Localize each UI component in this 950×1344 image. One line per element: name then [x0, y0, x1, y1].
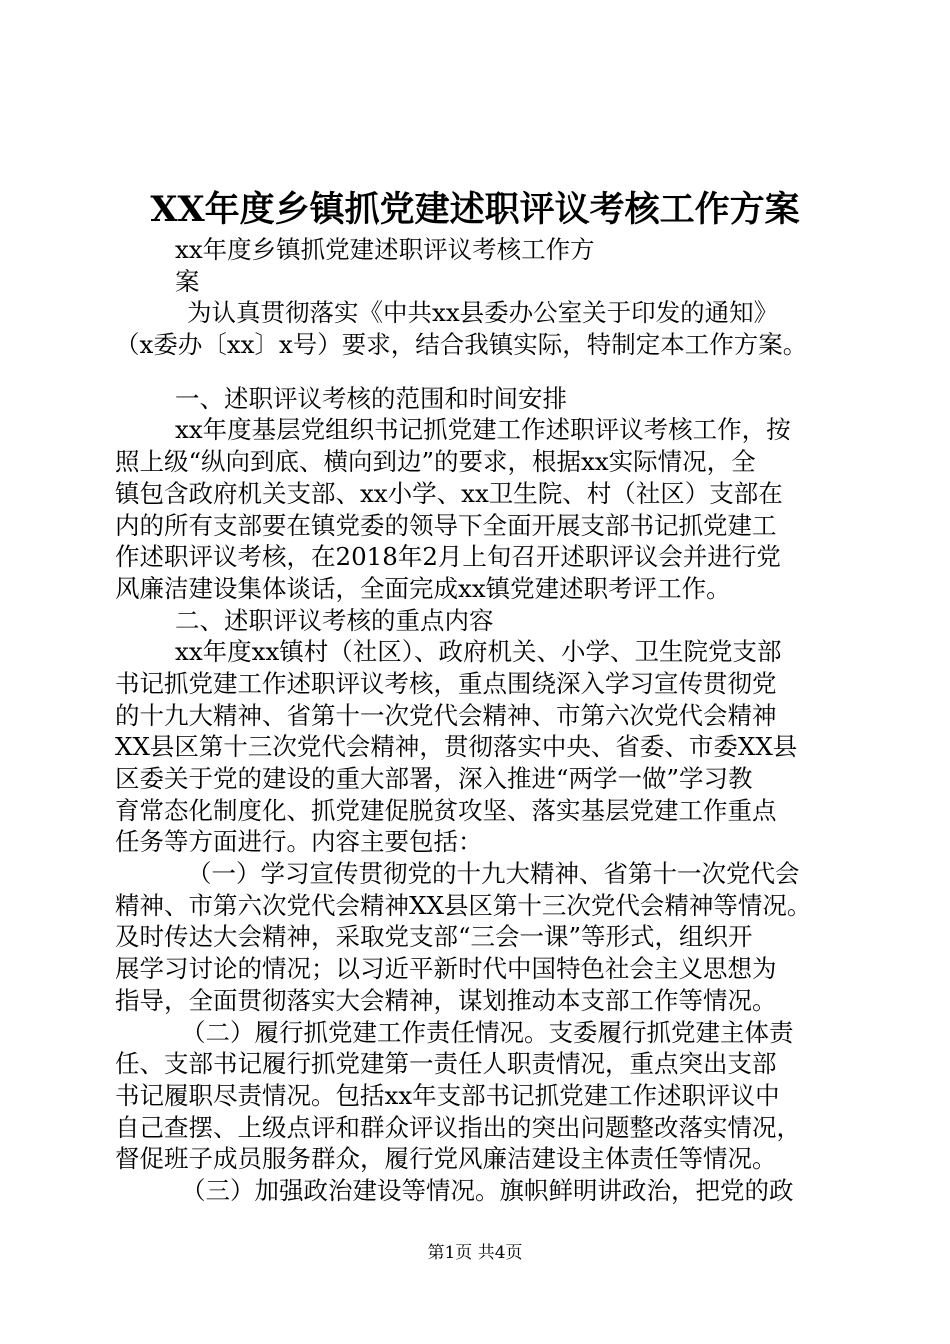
section1-line: xx年度基层党组织书记抓党建工作述职评议考核工作，按 — [175, 415, 791, 445]
item2-line: （二）履行抓党建工作责任情况。支委履行抓党建主体责 — [181, 1017, 794, 1047]
section2-line: 的十九大精神、省第十一次党代会精神、市第六次党代会精神 — [115, 700, 777, 730]
document-body — [115, 234, 840, 1207]
section2-line: 任务等方面进行。内容主要包括： — [115, 827, 483, 857]
section2-line: 书记抓党建工作述职评议考核，重点围绕深入学习宣传贯彻党 — [115, 668, 777, 698]
intro-line: （x委办〔xx〕x号）要求，结合我镇实际，特制定本工作方案。 — [115, 330, 808, 360]
document-title: XX年度乡镇抓党建述职评议考核工作方案 — [150, 189, 800, 230]
section-heading: 二、述职评议考核的重点内容 — [175, 605, 494, 635]
item2-line: 督促班子成员服务群众，履行党风廉洁建设主体责任等情况。 — [115, 1144, 777, 1174]
item1-line: （一）学习宣传贯彻党的十九大精神、省第十一次党代会 — [187, 859, 800, 889]
section1-line: 作述职评议考核，在2018年2月上旬召开述职评议会并进行党 — [115, 542, 781, 572]
section2-line: XX县区第十三次党代会精神，贯彻落实中央、省委、市委XX县 — [115, 732, 798, 762]
subtitle-line: 案 — [175, 266, 200, 296]
item2-line: 书记履职尽责情况。包括xx年支部书记抓党建工作述职评议中 — [115, 1080, 780, 1110]
item2-line: 任、支部书记履行抓党建第一责任人职责情况，重点突出支部 — [115, 1049, 777, 1079]
page-number: 第1页 共4页 — [427, 1243, 523, 1263]
section1-line: 风廉洁建设集体谈话，全面完成xx镇党建述职考评工作。 — [115, 573, 731, 603]
section1-line: 内的所有支部要在镇党委的领导下全面开展支部书记抓党建工 — [115, 510, 777, 540]
intro-line: 为认真贯彻落实《中共xx县委办公室关于印发的通知》 — [187, 298, 779, 328]
item3-line: （三）加强政治建设等情况。旗帜鲜明讲政治，把党的政 — [181, 1175, 794, 1205]
section2-line: 区委关于党的建设的重大部署，深入推进“两学一做”学习教 — [115, 764, 753, 793]
section-heading: 一、述职评议考核的范围和时间安排 — [175, 383, 567, 413]
item1-line: 指导，全面贯彻落实大会精神，谋划推动本支部工作等情况。 — [115, 985, 777, 1015]
section1-line: 镇包含政府机关支部、xx小学、xx卫生院、村（社区）支部在 — [115, 478, 783, 508]
item2-line: 自己查摆、上级点评和群众评议指出的突出问题整改落实情况， — [115, 1112, 801, 1142]
subtitle-line: xx年度乡镇抓党建述职评议考核工作方 — [175, 235, 595, 264]
section1-line: 照上级“纵向到底、横向到边”的要求，根据xx实际情况，全 — [115, 447, 756, 477]
item1-line: 及时传达大会精神，采取党支部“三会一课”等形式，组织开 — [115, 922, 753, 952]
paragraph-gap — [115, 361, 840, 383]
item1-line: 展学习讨论的情况；以习近平新时代中国特色社会主义思想为 — [115, 954, 777, 984]
section2-line: 育常态化制度化、抓党建促脱贫攻坚、落实基层党建工作重点 — [115, 795, 777, 825]
item1-line: 精神、市第六次党代会精神XX县区第十三次党代会精神等情况。 — [115, 890, 812, 920]
section2-line: xx年度xx镇村（社区）、政府机关、小学、卫生院党支部 — [175, 637, 782, 667]
